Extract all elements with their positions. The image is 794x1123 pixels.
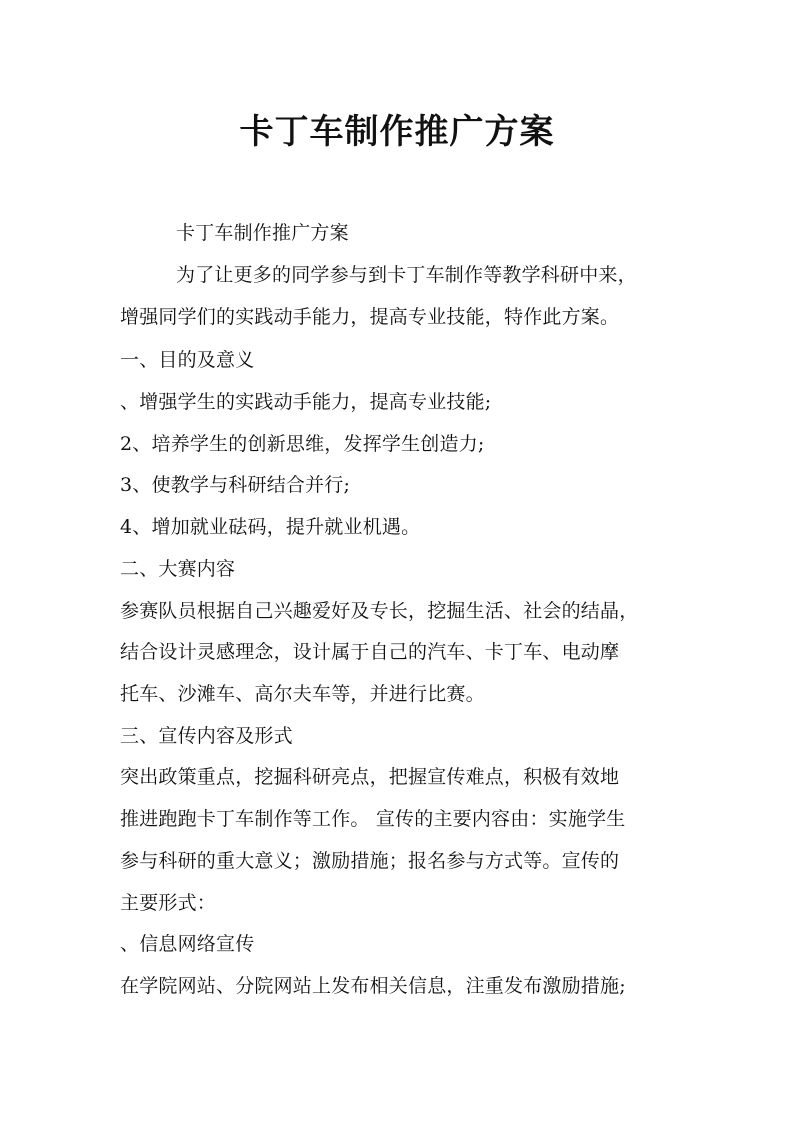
purpose-item-3: 3、使教学与科研结合并行; — [120, 474, 351, 496]
content-line-2: 结合设计灵感理念，设计属于自己的汽车、卡丁车、电动摩 — [120, 641, 620, 663]
promo-line-1: 突出政策重点，挖掘科研亮点，把握宣传难点，积极有效地 — [120, 766, 620, 788]
promo-line-2: 推进跑跑卡丁车制作等工作。 宣传的主要内容由：实施学生 — [120, 808, 626, 830]
intro-line-2: 增强同学们的实践动手能力，提高专业技能，特作此方案。 — [120, 306, 620, 328]
section-heading-3: 三、宣传内容及形式 — [120, 725, 293, 747]
promo-line-4: 主要形式： — [120, 892, 217, 914]
subtitle-line: 卡丁车制作推广方案 — [176, 222, 349, 244]
content-line-3: 托车、沙滩车、高尔夫车等，并进行比赛。 — [120, 683, 485, 705]
purpose-item-4: 4、增加就业砝码，提升就业机遇。 — [120, 516, 421, 538]
section-heading-2: 二、大赛内容 — [120, 558, 236, 580]
purpose-item-1: 、增强学生的实践动手能力，提高专业技能; — [120, 391, 492, 413]
section-heading-1: 一、目的及意义 — [120, 349, 255, 371]
purpose-item-2: 2、培养学生的创新思维，发挥学生创造力; — [120, 433, 485, 455]
promo-method-heading: 、信息网络宣传 — [120, 933, 255, 955]
intro-line-1: 为了让更多的同学参与到卡丁车制作等教学科研中来， — [176, 264, 637, 286]
promo-method-line: 在学院网站、分院网站上发布相关信息，注重发布激励措施; — [120, 975, 626, 997]
promo-line-3: 参与科研的重大意义；激励措施；报名参与方式等。宣传的 — [120, 850, 620, 872]
content-line-1: 参赛队员根据自己兴趣爱好及专长，挖掘生活、社会的结晶， — [120, 600, 639, 622]
document-title: 卡丁车制作推广方案 — [239, 112, 555, 152]
